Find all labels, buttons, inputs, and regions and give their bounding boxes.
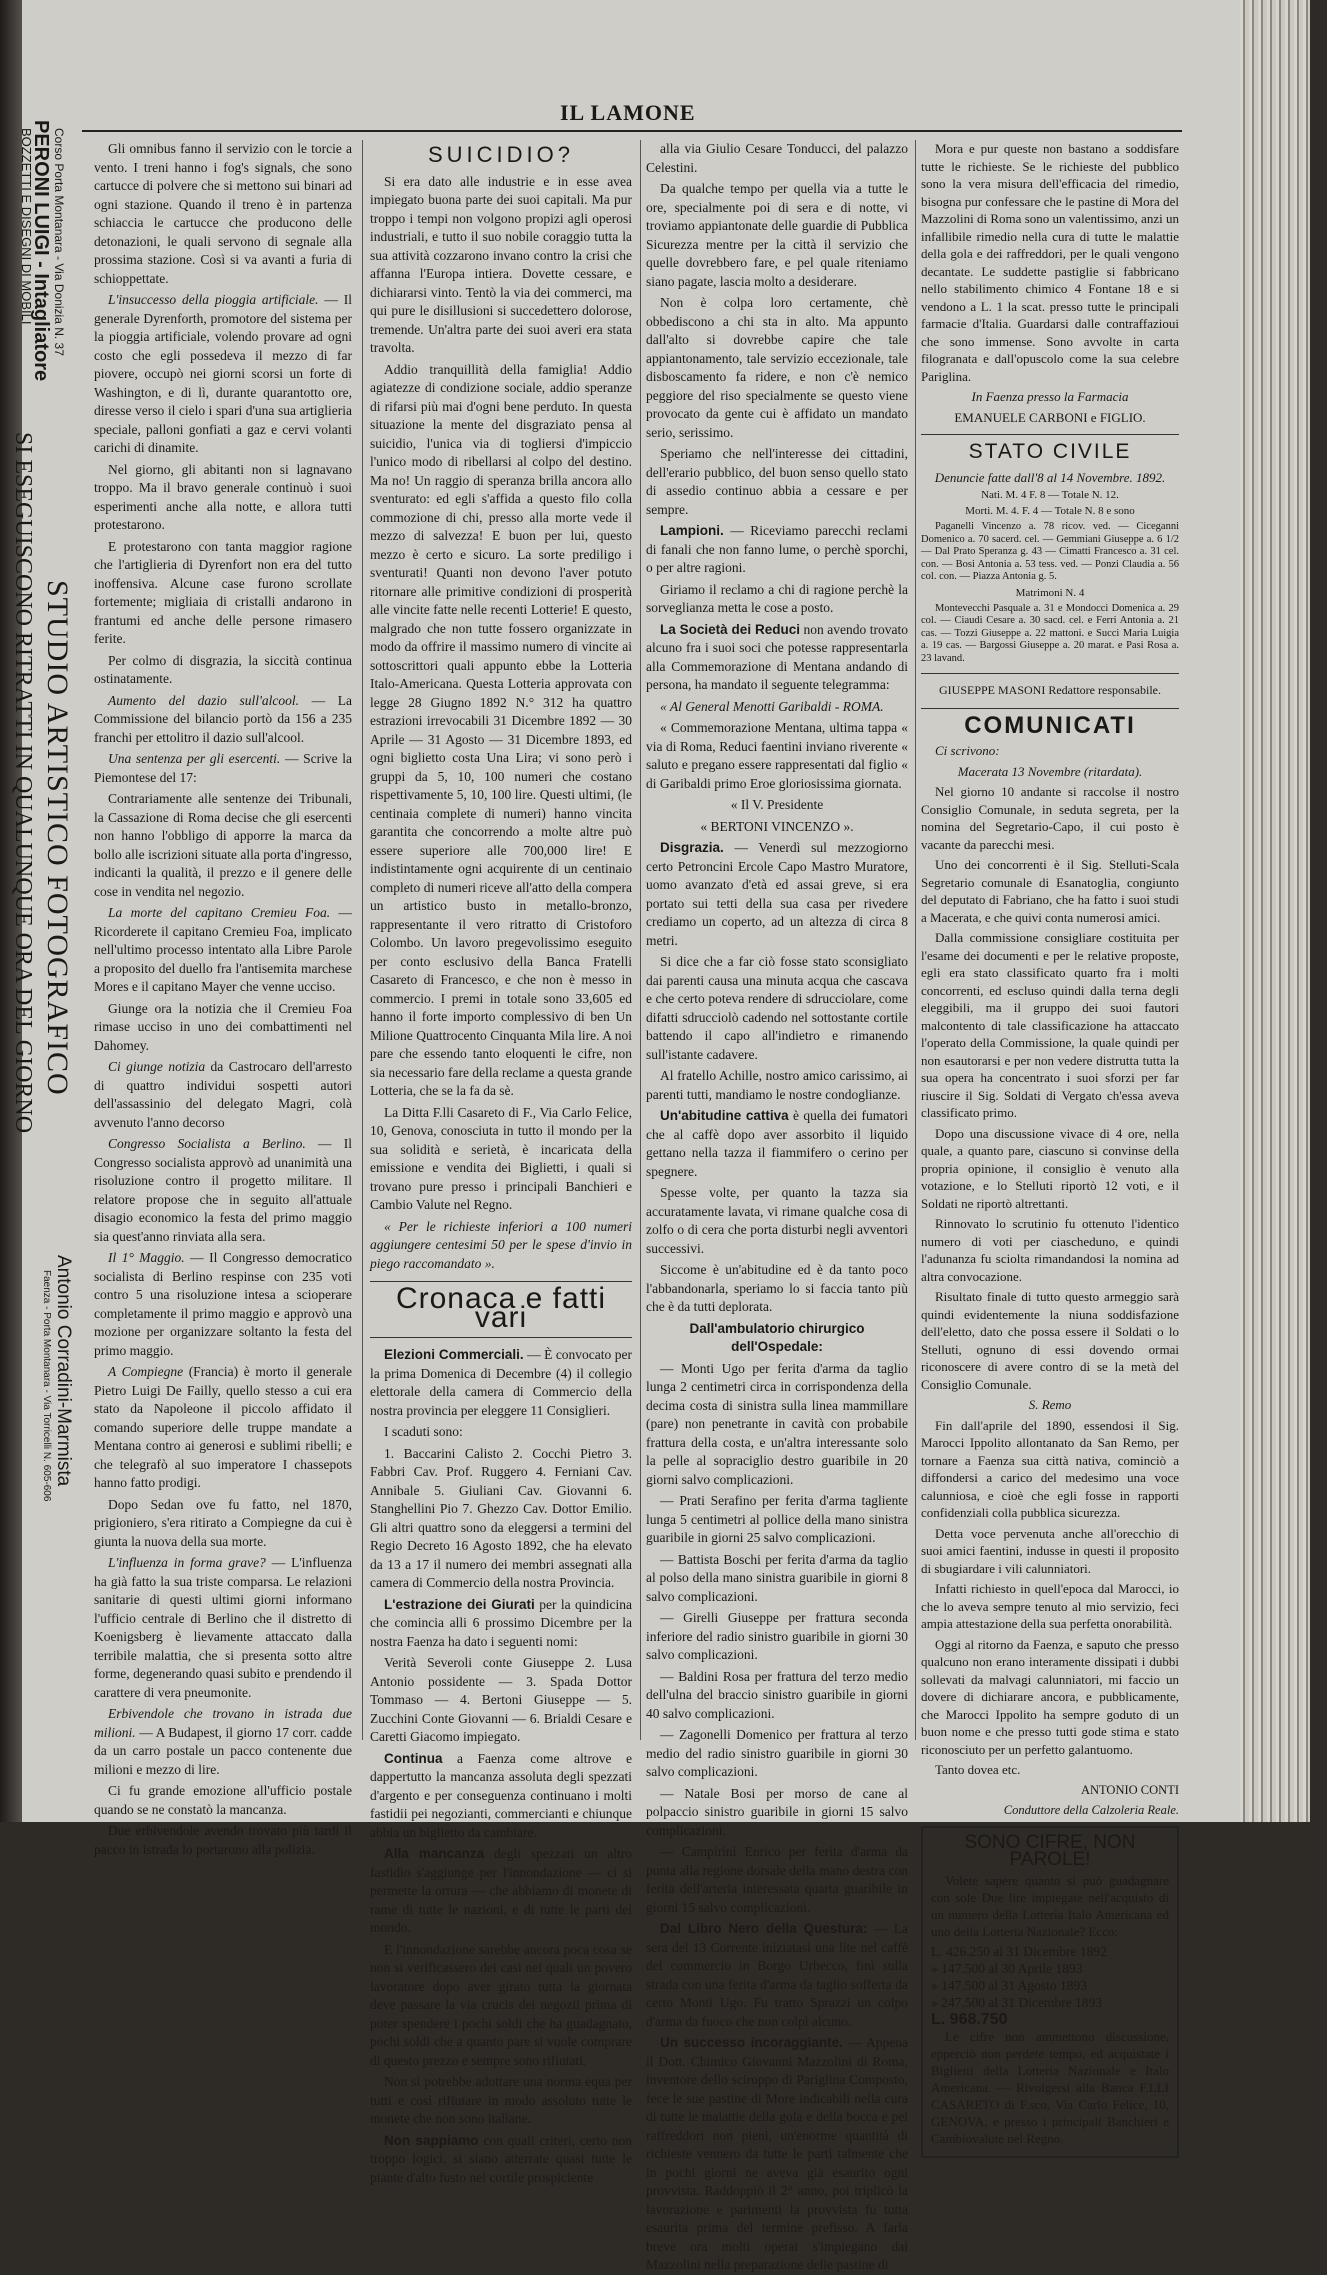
paragraph: alla via Giulio Cesare Tonducci, del palazzo Celestini. — [646, 141, 908, 175]
side-bozzetti: BOZZETTI E DISEGNI DI MOBILI — [19, 128, 34, 325]
paragraph-text: degli spezzati un altro fastidio s'aggiunge per l'innondazione — ci si permette la ortura — che abbiamo di monete di rame di tutte le nazioni, e di tutte le parti del mondo. — [370, 1846, 632, 1935]
column-2 — [370, 140, 633, 2185]
subhead: Congresso Socialista a Berlino. — [108, 1136, 306, 1151]
paragraph-text: non avendo trovato alcuno fra i suoi soci che potesse rappresentarla alla Commemorazione di Mentana andando di persona, ha mandato il seguente telegramma: — [646, 621, 908, 692]
paragraph: Siccome è un'abitudine ed è da tanto poco l'abbandonarla, speriamo lo si faccia tanto più che è da tutti deplorata. — [646, 1262, 908, 1314]
prize-amounts — [931, 1943, 1169, 2028]
subhead: A Compiegne — [108, 1364, 184, 1379]
lottery-advert — [921, 1826, 1179, 2158]
paragraph-text: — Riceviamo parecchi reclami di fanali che non fanno lume, o perchè sporchi, o per altre ragioni. — [646, 523, 909, 575]
paragraph-text: — Ricorderete il capitano Cremieu Foa, implicato nell'ultimo processo intentato alla Libre Parole a proposito del duello fra l'antisemita marchese Mores e il capitano Mayer che venne ucciso. — [94, 905, 353, 994]
subhead — [646, 1320, 908, 1357]
paragraph: E l'innondazione sarebbe ancora poca cosa se non si verificassero dei casi nei quali un povero lavoratore dopo aver girato tutta la giornata deve passare la via crucis dei negozii prima di poter spendere i pochi soldi che ha guadagnato, pochi soldi che a quanto pare si vuole comprare di questo prezzo e sempre sono rifiutati. — [370, 1941, 632, 2068]
paragraph-text: — Venerdì sul mezzogiorno certo Petroncini Ercole Capo Mastro Muratore, uomo avanzato d'età ed assai greve, si era portato sui tetti della sua casa per rivedere crediamo un coperto, ad un altezza di circa 8 metri. — [646, 840, 908, 948]
paragraph — [370, 1750, 632, 1843]
divider — [921, 708, 1179, 709]
paragraph: — Girelli Giuseppe per frattura seconda inferiore del radio sinistro guaribile in giorni 30 salvo complicazioni. — [646, 1610, 908, 1662]
paragraph: Non è colpa loro certamente, chè obbediscono a chi sta in alto. Ma appunto dall'alto si dovrebbe capire che tale appiantonamento, tale servizio eccezionale, tale disboscamento fa ridere, e non c'è nemico peggiore del riso specialmente se questo viene provocato da gente cui è affidato un mandato serio, serissimo. — [646, 295, 908, 440]
paragraph: Gli omnibus fanno il servizio con le torcie a vento. I treni hanno i fog's signals, che sono cartucce di polvere che si mettono sui binari ad ogni stazione. Quando il treno è in partenza schiaccia le cartucce che producono delle detonazioni, le quali servono di segnale alla prossima stazione. Così si va avanti a furia di schioppettate. — [94, 141, 352, 286]
divider — [370, 1337, 632, 1338]
paragraph: Giriamo il reclamo a chi di ragione perchè la sorveglianza metta le cose a posto. — [646, 581, 908, 615]
subhead: Una sentenza per gli esercenti. — [108, 751, 281, 766]
signature-title-text: Conduttore della Calzoleria Reale. — [1003, 1803, 1179, 1817]
paragraph-text: (Francia) è morto il generale Pietro Luigi De Failly, quello stesso a cui era stato da Napoleone il piccolo affidato il comando superiore delle truppe mandate a Mentana contro ai generosi e sublimi ribelli; e che telegrafò al suo imperatore I chassepots hanno fatto prodigi. — [94, 1364, 352, 1490]
masthead: IL LAMONE — [560, 100, 696, 125]
nati-line: Nati. M. 4 F. 8 — Totale N. 12. — [981, 489, 1119, 501]
denunce — [921, 469, 1179, 487]
paragraph — [646, 1920, 908, 2031]
signature-name: EMANUELE CARBONI e FIGLIO. — [954, 409, 1146, 425]
stato-civile-heading: STATO CIVILE — [968, 440, 1132, 463]
column-1 — [94, 140, 353, 1857]
paragraph: Ci fu grande emozione all'ufficio postale quando se ne constatò la mancanza. — [94, 1783, 352, 1817]
column-rule — [362, 140, 363, 1740]
paragraph: — Baldini Rosa per frattura del terzo medio dell'ulna del braccio sinistro guaribile in giorni 40 salvo complicazioni. — [646, 1668, 908, 1721]
paragraph-text: — La Commissione del bilancio portò da 156 a 235 franchi per ettolitro il dazio sull'alcool. — [94, 692, 352, 745]
prize-line: » 247.500 al 31 Dicembre 1893 — [931, 1994, 1102, 2010]
paragraph: Spesse volte, per quanto la tazza sia accuratamente lavata, vi rimane qualche cosa di zolfo o di cera che porta disturbi negli avventori successivi. — [646, 1185, 908, 1256]
comunicati-heading: COMUNICATI — [964, 711, 1136, 739]
side-peroni: PERONI LUIGI - Intagliatore — [30, 120, 52, 382]
subhead: Non sappiamo — [384, 2132, 479, 2148]
subhead: Erbivendole che trovano in istrada due milioni. — [94, 1706, 352, 1740]
paragraph: Uno dei concorrenti è il Sig. Stelluti-Scala Segretario comunale di Esanatoglia, congiunto del deputato di Fabriano, che ha fatto i suoi studi a Macerata, e che quivi conta numerosi amici. — [921, 857, 1179, 925]
prize-line: » 147.500 al 31 Agosto 1893 — [931, 1977, 1088, 1993]
paragraph: Mora e pur queste non bastano a soddisfare tutte le richieste. Se le richieste del pubblico sono la vera misura dell'efficacia del rimedio, bisogna pur confessare che le pastine di Mora del Mazzolini di Roma sono un valentissimo, anzi un infallibile rimedio nella cura di tutte le malattie della gola e dei raffreddori, per le quali vengono decantate. Le suddette pastiglie si fabbricano nello stabilimento chimico 4 Fontane 18 e si vendono a L. 1 la scat. presso tutte le principali farmacie d'Italia. Guardarsi dalle contraffazioui che sono immense. Sono avvolte in carta filogranata e dall'opuscolo come la sua celebre Pariglina. — [921, 141, 1179, 384]
column-rule — [915, 140, 916, 1740]
lottery-note: « Per le richieste inferiori a 100 numeri aggiungere centesimi 50 per le spese d'invio in piego raccomandato ». — [370, 1218, 632, 1271]
paragraph — [370, 2132, 632, 2188]
signature-line: In Faenza presso la Farmacia — [971, 389, 1129, 404]
side-address: Corso Porta Montanara - Via Donizia N. 37 — [52, 128, 66, 356]
prize-line: » 147.500 al 30 Aprile 1893 — [931, 1960, 1083, 1976]
morti-line: Morti. M. 4. F. 4 — Totale N. 8 e sono — [965, 505, 1135, 517]
paragraph-text: per la quindicina che comincia alli 6 prossimo Dicembre per la nostra Faenza ha dato i seguenti nomi: — [370, 1596, 632, 1649]
subhead: L'influenza in forma grave? — [108, 1555, 266, 1570]
suicidio-heading: SUICIDIO? — [427, 142, 575, 167]
signature — [921, 388, 1179, 406]
paragraph-text: — A Budapest, il giorno 17 corr. cadde da un carro postale un pacco contenente due milioni e mezzo di lire. — [94, 1724, 353, 1777]
paragraph — [94, 1058, 352, 1132]
prize-line: L. 426.250 al 31 Dicembre 1892 — [931, 1943, 1107, 1959]
paragraph: — Campirini Enrico per ferita d'arma da punta alla regione dorsale della mano destra con ferita dell'arteria interessata quarta guaribile in giorni 15 salvo complicazioni. — [646, 1844, 908, 1915]
denunce-text: Denuncie fatte dall'8 al 14 Novembre. 1892. — [934, 469, 1166, 485]
paragraph: Si dice che a far ciò fosse stato sconsigliato dai parenti causa una minuta acqua che cascava e che certo poteva rendere di sdrucciolare, come difatti sdrucciolò cadendo nel sottostante cortile battendo il capo all'indietro e rimanendo sull'istante cadavere. — [646, 954, 908, 1062]
paragraph-text: — Appena il Dott. Chimico Giovanni Mazzolini di Roma, inventore dello sciroppo di Pariglina Composto, fece le sue pastine di More indicabili nella cura di tutte le malattie della gola e della bocca e pei raffreddori non pieni, un'enorme quantità di richieste vennero da tutte le parti talmente che in pochi giorni ne aveva già esaurito ogni provvista. Raddoppiò il 2° anno, poi triplicò la lavorazione e parimenti la provvista fu tutta esaurita prima del termine prefisso. A farla breve ora molti operai s'impiegano dal Mazzolini nella preparazione delle pastine di — [646, 2035, 908, 2272]
matrimoni-list: Montevecchi Pasquale a. 31 e Mondocci Domenica a. 29 col. — Ciaudi Cesare a. 30 sacd. cel. e Ferri Antonia a. 21 cas. — Tozzi Giuseppe a. 22 mattoni. e Succi Maria Luigia a. 19 cas. — Bargossi Giuseppe a. 20 marat. e Pasi Rosa a. 23 lavand. — [921, 602, 1179, 664]
paragraph: La Ditta F.lli Casareto di F., Via Carlo Felice, 10, Genova, conosciuta in tutto il mondo per la sua solidità e serietà, è incaricata della emissione e vendita dei Biglietti, i quali si trovano pure presso i principali Banchieri e Cambio Valute nel Regno. — [370, 1104, 632, 1212]
paragraph: Rinnovato lo scrutinio fu ottenuto l'identico numero di voti per ciascheduno, e quindi l'adunanza fu sciolta rimandandosi la nomina ad altra convocazione. — [921, 1216, 1179, 1284]
side-advert-strip — [10, 120, 82, 1820]
divider — [921, 673, 1179, 674]
subhead: Un'abitudine cattiva — [660, 1108, 789, 1123]
paragraph — [370, 1346, 632, 1420]
subhead: La Società dei Reduci — [660, 621, 800, 637]
editor-line: GIUSEPPE MASONI Redattore responsabile. — [939, 683, 1161, 697]
paragraph — [646, 1107, 908, 1181]
paragraph — [94, 1363, 352, 1493]
paragraph-text: — Il Congresso democratico socialista di Berlino respinse con 235 voti contro 5 una risoluzione intesa a scioperare completamente il primo maggio e approvò una mozione per organizzare soltanto la festa del primo maggio. — [94, 1250, 352, 1358]
paragraph-text: a Faenza come altrove e dappertutto la mancanza assoluta degli spezzati d'argento e per conseguenza continuano i molti fastidii pei negozianti, commercianti e chiunque abbia un biglietto da cambiare. — [370, 1750, 632, 1840]
paragraph-text: — L'influenza ha già fatto la sua triste comparsa. Le relazioni sanitarie di questi ultimi giorni informano l'ufficio centrale di Berlino che il distretto di Koenigsberg è lievamente attaccato dalla terribile malattia, che si presenta sotto altre forme, degenerando quasi subito e prendendo il carattere di vera pneumonite. — [94, 1555, 352, 1700]
paragraph: Contrariamente alle sentenze dei Tribunali, la Cassazione di Roma decise che gli esercenti non hanno l'obbligo di apporre la marca da bollo alle iscrizioni situate alla porta d'ingresso, indicanti la qualità, il prezzo e il genere delle cose in vendita nel negozio. — [94, 791, 352, 899]
advert-paragraph: Volete sapere quanto si può guadagnare con sole Due lire impiegate nell'acquisto di un numero della Lotteria Italo Americana ed uno della Lotteria Nazionale? Ecco: — [931, 1872, 1169, 1939]
dateline-text: S. Remo — [1028, 1397, 1072, 1412]
telegram-line: « BERTONI VINCENZO ». — [700, 818, 854, 834]
dateline — [921, 763, 1179, 781]
paragraph: Due erbivendole avendo trovato più tardi il pacco in istrada lo portarono alla polizia. — [94, 1823, 352, 1857]
paragraph-text: da Castrocaro dell'arresto di quattro individui sospetti autori dell'assassinio del delegato Magri, colà avvenuto l'anno decorso — [94, 1059, 352, 1130]
paragraph — [94, 904, 352, 997]
paragraph — [646, 2034, 908, 2275]
paragraph: I scaduti sono: — [384, 1424, 463, 1439]
paragraph: Verità Severoli conte Giuseppe 2. Lusa Antonio possidente — 3. Spada Dottor Tommaso — 4. Bertoni Giuseppe — 5. Zucchini Conte Giovanni — 6. Brialdi Cesare e Caretti Giacomo impiegato. — [370, 1655, 632, 1744]
paragraph: Dalla commissione consigliare costituita per l'esame dei documenti e per le relative proposte, egli era stato classificato quarto fra i molti concorrenti, ed escluso quindi dalla terna degli eleggibili, ma il gruppo dei suoi fautori malcontento di tale classificazione ha attaccato l'operato della Commissione, la quale quindi per non esautorarsi e per non vedere distrutta tutta la sua opera ha concentrato i suoi sforzi per far riuscire il Sig. Soldati di Vergato ch'essa aveva classificato primo. — [921, 930, 1179, 1120]
signature-title — [921, 1802, 1179, 1820]
paragraph: Infatti richiesto in quell'epoca dal Marocci, io che lo aveva sempre tenuto al mio servizio, feci ampia attestazione della sua perfetta onorabilità. — [921, 1581, 1179, 1631]
paragraph — [370, 1218, 632, 1274]
dateline — [921, 1396, 1179, 1414]
matrimoni-line: Matrimoni N. 4 — [1015, 586, 1085, 599]
ci-scrivono-text: Ci scrivono: — [935, 743, 1000, 758]
subhead: Un successo incoraggiante. — [660, 2035, 843, 2050]
morti-list: Paganelli Vincenzo a. 78 ricov. ved. — Ciceganni Domenico a. 70 sacerd. cel. — Gemmiani Giuseppe a. 6 1/2 — Dal Prato Speranza g. 43 — Cimatti Francesco a. 31 cel. con. — Bosi Antonia a. 53 tess. ved. — Ponzi Claudia a. 56 col. con. — Piazza Antonia g. 5. — [921, 521, 1179, 582]
telegram-line — [646, 698, 908, 717]
column-rule — [640, 140, 641, 1740]
subhead: La morte del capitano Cremieu Foa. — [108, 905, 331, 920]
paragraph — [94, 750, 352, 787]
subhead: Ci giunge notizia — [108, 1059, 206, 1074]
subhead: Il 1° Maggio. — [108, 1250, 185, 1265]
prize-total — [931, 2011, 1169, 2028]
paragraph: Nel giorno 10 andante si raccolse il nostro Consiglio Comunale, in seduta segreta, per la nomina del Segretario-Capo, il cui posto è vacante da parecchi mesi. — [921, 784, 1179, 852]
paragraph — [94, 1554, 352, 1702]
telegram-line: « Il V. Presidente — [730, 797, 824, 812]
paragraph: Giunge ora la notizia che il Cremieu Foa rimase ucciso in uno dei combattimenti nel Dahomey. — [94, 1000, 352, 1053]
paragraph — [94, 291, 352, 458]
paragraph: 1. Baccarini Calisto 2. Cocchi Pietro 3. Fabbri Cav. Prof. Ruggero 4. Ferniani Cav. Annibale 5. Giuliani Cav. Giovanni 6. Stanghellini Pio 7. Ghezzo Cav. Dottor Emilio. Gli altri quattro sono da eleggersi a termini del Regio Decreto 16 Agosto 1892, che ha elevato da 13 a 17 il numero dei membri assegnati alla camera di Commercio della nostra Provincia. — [370, 1445, 632, 1590]
paragraph — [646, 621, 908, 695]
paragraph: Dopo una discussione vivace di 4 ore, nella quale, a quanto pare, ciascuno si convinse della propria opinione, il consiglio è venuto alla votazione, e lo Stelluti riportò 12 voti, e il Soldati ne riportò altrettanti. — [921, 1125, 1179, 1211]
cronaca-heading: Cronaca e fatti vari — [395, 1282, 607, 1334]
side-corradini: Antonio Corradini-Marmista — [53, 1255, 74, 1487]
column-3 — [646, 140, 909, 2272]
prize-total-text: L. 968.750 — [931, 2010, 1008, 2028]
paragraph: Non si potrebbe adottare una norma equa per tutti e così rifiutare in modo assoluto tutte le monete che non sono italiane. — [370, 2074, 632, 2126]
telegram-address: « Al General Menotti Garibaldi - ROMA. — [660, 698, 884, 714]
paragraph: Per colmo di disgrazia, la siccità continua ostinatamente. — [94, 652, 352, 686]
subhead-text: Dall'ambulatorio chirurgico dell'Ospedale: — [689, 1320, 865, 1354]
paragraph: — Prati Serafino per ferita d'arma tagliente lunga 5 centimetri al pollice della mano sinistra guaribile in giorni 25 salvo complicazioni. — [646, 1493, 908, 1545]
paragraph — [94, 1249, 352, 1360]
paragraph: Fin dall'aprile del 1890, essendosi il Sig. Marocci Ippolito allontanato da San Remo, per tornare a Faenza sua città nativa, cominciò a diffondersi a carico del medesimo una voce calunniosa, e cioè che egli fosse in rapporti confidenziali colla pubblica sicurezza. — [921, 1417, 1179, 1520]
paragraph: Dopo Sedan ove fu fatto, nel 1870, prigioniero, s'era ritirato a Compiegne da cui è giunta la nuova della sua morte. — [94, 1496, 352, 1549]
side-corradini-address: Faenza - Porta Montanara - Via Torricelli N. 605-606 — [41, 1270, 52, 1502]
paragraph-text: — La sera del 13 Corrente iniziatasi una lite nel caffè del commercio in Borgo Urbecco, finì sulla strada con una ferita d'arma da taglio sofferta da certo Monti Ugo. Fu tratto Sprazzi un colpo d'arma da fuoco che non colpì alcuno. — [646, 1921, 908, 2029]
paragraph: Al fratello Achille, nostro amico carissimo, ai parenti tutti, mandiamo le nostre condoglianze. — [646, 1068, 908, 1102]
signature-name: ANTONIO CONTI — [1080, 1782, 1179, 1797]
paragraph — [94, 692, 352, 748]
paragraph: Risultato finale di tutto questo armeggio sarà quindi evidentemente la niuna soddisfazione dell'eletto, dato che possa essere il Soldati o lo Stelluti, ognuno di essi dovendo ormai riconoscere di avere contro di se la metà del Consiglio Comunale. — [921, 1289, 1179, 1392]
paragraph — [94, 1135, 352, 1246]
paragraph — [646, 839, 908, 950]
paragraph — [94, 1705, 352, 1779]
paragraph-text: con quali criteri, certo non troppo logici, si siano atterrate quasi tutte le piante d'alto fusto nel cortile prospiciente — [370, 2132, 633, 2185]
subhead: Aumento del dazio sull'alcool. — [108, 692, 300, 708]
paragraph: Si era dato alle industrie e in esse avea impiegato buona parte dei suoi capitali. Ma pur troppo i tempi non volgono propizi agli operosi industriali, e tutto il suo nobile coraggio tutta la sua attività cozzarono invano contro la crisi che affanna l'Europa intiera. Dovette cessare, e dichiararsi vinto. Tentò la via dei commerci, ma qui pure le disillusioni si succedettero dolorose, tremende. Un'altra parte dei suoi averi era stata travolta. — [370, 173, 632, 355]
paragraph: Tanto dovea etc. — [935, 1762, 1021, 1777]
paragraph — [370, 1596, 632, 1652]
header-rule — [82, 130, 1182, 132]
paragraph-text: è quella dei fumatori che al caffè dopo aver assorbito il liquido gettano nella tazza il fiammifero o cerino per spegnere. — [646, 1108, 909, 1179]
side-eseguiscono: SI ESEGUISCONO RITRATTI IN QUALUNQUE ORA DEL GIORNO — [10, 432, 36, 1134]
paragraph — [370, 1845, 632, 1938]
dateline-text: Macerata 13 Novembre (ritardata). — [957, 763, 1143, 779]
ci-scrivono — [921, 742, 1179, 760]
paragraph: Da qualche tempo per quella via a tutte le ore, specialmente poi di sera e di notte, vi troviamo appiantonate delle guardie di Pubblica Sicurezza mentre per la città il servizio che quelle dovrebbero fare, e pel quale riteniamo siano pagate, lascia molto a desiderare. — [646, 181, 908, 289]
column-4 — [921, 140, 1179, 2146]
paragraph: Detta voce pervenuta anche all'orecchio di suoi amici faentini, indusse in questi il proposito di sbugiardare i vili calunniatori. — [921, 1525, 1179, 1576]
paragraph: — Zagonelli Domenico per frattura al terzo medio del radio sinistro guaribile in giorni 30 salvo complicazioni. — [646, 1727, 908, 1779]
subhead: Continua — [384, 1750, 443, 1766]
paragraph: Oggi al ritorno da Faenza, e saputo che presso qualcuno non erano interamente dissipati i dubbi sollevati da malvagi calunniatori, mi faccio un dovere di dichiarare ancora, e pubblicamente, che Marocci Ippolito ha sempre goduto di un buon nome e che presso tutti gode stima e stato riconosciuto per un perfetto galantuomo. — [921, 1636, 1179, 1757]
telegram-line: « Commemorazione Mentana, ultima tappa « via di Roma, Reduci faentini inviano riverente « saluto e pregano essere rappresentati dal figlio « di Garibaldi primo Eroe gloriosissima giornata. — [646, 720, 908, 791]
paragraph-text: — Il Congresso socialista approvò ad unanimità una risoluzione contro il progetto militare. Il relatore propose che in seguito all'attuale disagio economico la festa del primo maggio sia quest'anno rinviata alla sera. — [94, 1136, 353, 1244]
paragraph: — Battista Boschi per ferita d'arma da taglio al polso della mano sinistra guaribile in giorni 8 salvo complicazioni. — [646, 1551, 908, 1604]
subhead: Elezioni Commerciali. — [384, 1347, 524, 1362]
side-studio: STUDIO ARTISTICO FOTOGRAFICO — [41, 580, 74, 1096]
paragraph — [646, 522, 908, 578]
paragraph-text: — È convocato per la prima Domenica di Decembre (4) il collegio elettorale della camera di Commercio della nostra provincia per eleggere 11 Consiglieri. — [370, 1347, 633, 1418]
paragraph: Nel giorno, gli abitanti non si lagnavano troppo. Ma il bravo generale continuò i suoi esperimenti anche alla notte, e allora tutti protestarono. — [94, 461, 352, 532]
paragraph: Speriamo che nell'interesse dei cittadini, dell'erario pubblico, del buon senso quello stato di assedio continuo abbia a cessare e per sempre. — [646, 446, 908, 517]
paragraph: E protestarono con tanta maggior ragione che l'artiglieria di Dyrenfort non era del tutto inoffensiva. Alcune case furono scrollate fortemente; migliaia di cristalli andarono in frantumi ed anche delle persone rimasero ferite. — [94, 538, 352, 646]
subhead: Lampioni. — [660, 523, 724, 538]
paragraph: Addio tranquillità della famiglia! Addio agiatezze di condizione sociale, addio speranze di rifarsi più mai d'ogni bene perduto. In questa situazione la mente del disgraziato pensa al suicidio, l'unica via di togliersi d'impiccio l'unico modo di ribellarsi al colpo del destino. Ma no! Un raggio di speranza brilla ancora allo sventurato: ed egli s'affida a questo filo colla commozione di chi, presso alla morte vede il mezzo di salvezza! E buon per lui, questo mezzo è certo e sicuro. La sorte prediligo i sventurati! Quanti non devono l'aver potuto ritornare alle primitive condizioni di prosperità alle vincite fatte nelle recenti Lotterie! E questo, malgrado che non tutte fossero organizzate in modo da offrire il massimo numero di vincite ai sottoscrittori quali appunto ebbe la Lotteria Italo-Americana. Questa Lotteria approvata con legge 28 Giugno 1892 N.° 312 ha quattro estrazioni irrevocabili 31 Dicembre 1892 — 30 Aprile — 31 Agosto — 31 Dicembre 1893, ed ogni biglietto costa Una Lira; vi sono però i gruppi da 5, 10, 100 numeri che costano rispettivamente 5, 10, 100 lire. Questi ultimi, (le centinaia complete di numeri) hanno vincita garantita che concorrendo a molte altre può essere superiore alle 700,000 lire! E indistintamente ogni acquirente di un centinaio completo di numeri riceve all'atto della compera un artistico busto in metallo-bronzo, rappresentante il vero ritratto di Cristoforo Colombo. Un lavoro pregevolissimo eseguito per conto esclusivo della Banca Fratelli Casareto di Francesco, e che non è messo in commercio. I premi in totale sono 33,605 ed hanno il forte importo complessivo di ben Un Milione Quattrocento Cinquanta Mila lire. A noi pare che essendo tanto eloquenti le cifre, non sia necessario fare della reclame a questa grande Lotteria, che se la fa da sè. — [370, 361, 632, 1098]
advert-title: SONO CIFRE, NON PAROLE! — [964, 1831, 1136, 1870]
subhead: Disgrazia. — [660, 840, 724, 855]
subhead: Alla mancanza — [384, 1846, 485, 1861]
subhead: Dal Libro Nero della Questura: — [660, 1921, 868, 1936]
paragraph: — Monti Ugo per ferita d'arma da taglio lunga 2 centimetri circa in corrispondenza della decima costa di sinistra sulla linea mammillare (pare) non penetrante in cavità con probabile frattura della costa, e un'altra interessante solo la pelle al sopraciglio destro guaribile in 20 giorni salvo complicazioni. — [646, 1360, 908, 1487]
paragraph-text: — Il generale Dyrenforth, promotore del sistema per la pioggia artificiale, volendo provare ad ogni costo che egli possedeva il mezzo di far piovere, occupò nei giorni scorsi un forte di Washington, e di lì, durante quarantotto ore, diresse verso il cielo i spari d'una sua artiglieria speciale, palloni gonfiati a gaz e cervi volanti carichi di dinamite. — [94, 292, 353, 455]
subhead: L'estrazione dei Giurati — [384, 1596, 535, 1612]
paragraph-text: — Scrive la Piemontese del 17: — [94, 751, 353, 785]
advert-paragraph: Le cifre non ammettono discussione, epperciò non perdete tempo, ed acquistate i Biglietti della Lotteria Nazionale e Italo Americana. — Rivolgersi alla Banca F.LLI CASARETO di F.sco, Via Carlo Felice, 10, GENOVA, e presso i principali Banchieri e Cambiovalute nel Regno. — [931, 2028, 1169, 2146]
subhead: L'insuccesso della pioggia artificiale. — [108, 292, 319, 307]
page-edges — [1240, 0, 1310, 1822]
divider — [921, 434, 1179, 435]
paragraph: — Natale Bosi per morso de cane al polpaccio sinistro guaribile in giorni 15 salvo complicazioni. — [646, 1785, 908, 1838]
